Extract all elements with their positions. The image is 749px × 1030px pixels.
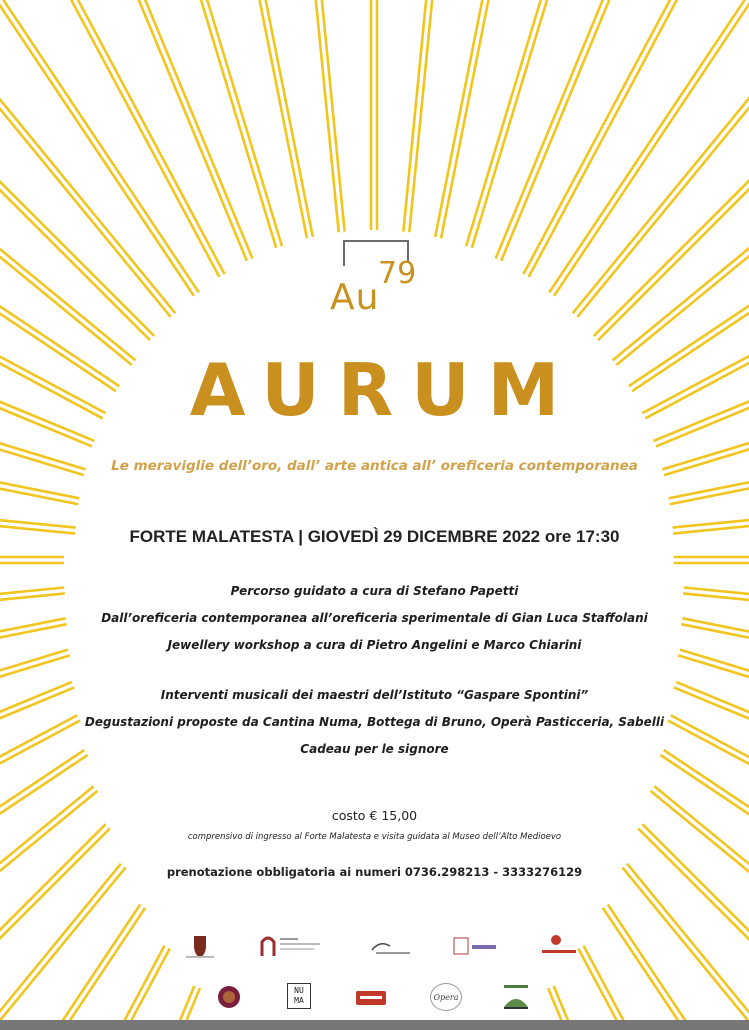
program-item: Percorso guidato a cura di Stefano Papetti [230, 584, 519, 598]
event-title: AURUM [189, 348, 578, 432]
event-date-location: FORTE MALATESTA | GIOVEDÌ 29 DICEMBRE 2022 ore 17:30 [129, 527, 620, 546]
ticket-cost-note: comprensivo di ingresso al Forte Malatesta e visita guidata al Museo dell’Alto Medioevo [187, 832, 562, 842]
logo-atomic-number: 79 [378, 256, 417, 291]
il-picchio-logo [538, 932, 580, 960]
booking-info: prenotazione obbligatoria ai numeri 0736.298213 - 3333276129 [166, 865, 583, 879]
integra-logo [452, 934, 500, 960]
red-brand-logo [354, 985, 388, 1009]
logo-symbol: Au [330, 277, 380, 318]
bottega-logo [500, 983, 532, 1011]
round-seal-logo [216, 984, 242, 1010]
opera-logo: Opera [430, 983, 462, 1011]
numa-logo: NU MA [287, 983, 311, 1009]
program-item: Cadeau per le signore [300, 742, 449, 756]
ticket-cost: costo € 15,00 [331, 808, 418, 823]
program-item: Interventi musicali dei maestri dell’Istituto “Gaspare Spontini” [160, 688, 589, 702]
comune-crest-logo [182, 934, 218, 960]
program-item: Degustazioni proposte da Cantina Numa, Bottega di Bruno, Operà Pasticceria, Sabelli [84, 715, 665, 729]
program-item: Dall’oreficeria contemporanea all’oreficeria sperimentale di Gian Luca Staffolani [101, 611, 648, 625]
musei-logo [258, 932, 328, 960]
program-item: Jewellery workshop a cura di Pietro Angelini e Marco Chiarini [167, 638, 582, 652]
bottom-bar [0, 1020, 749, 1030]
event-subtitle: Le meraviglie dell’oro, dall’ arte antica all’ oreficeria contemporanea [111, 458, 638, 474]
forte-malatesta-logo [368, 936, 414, 958]
